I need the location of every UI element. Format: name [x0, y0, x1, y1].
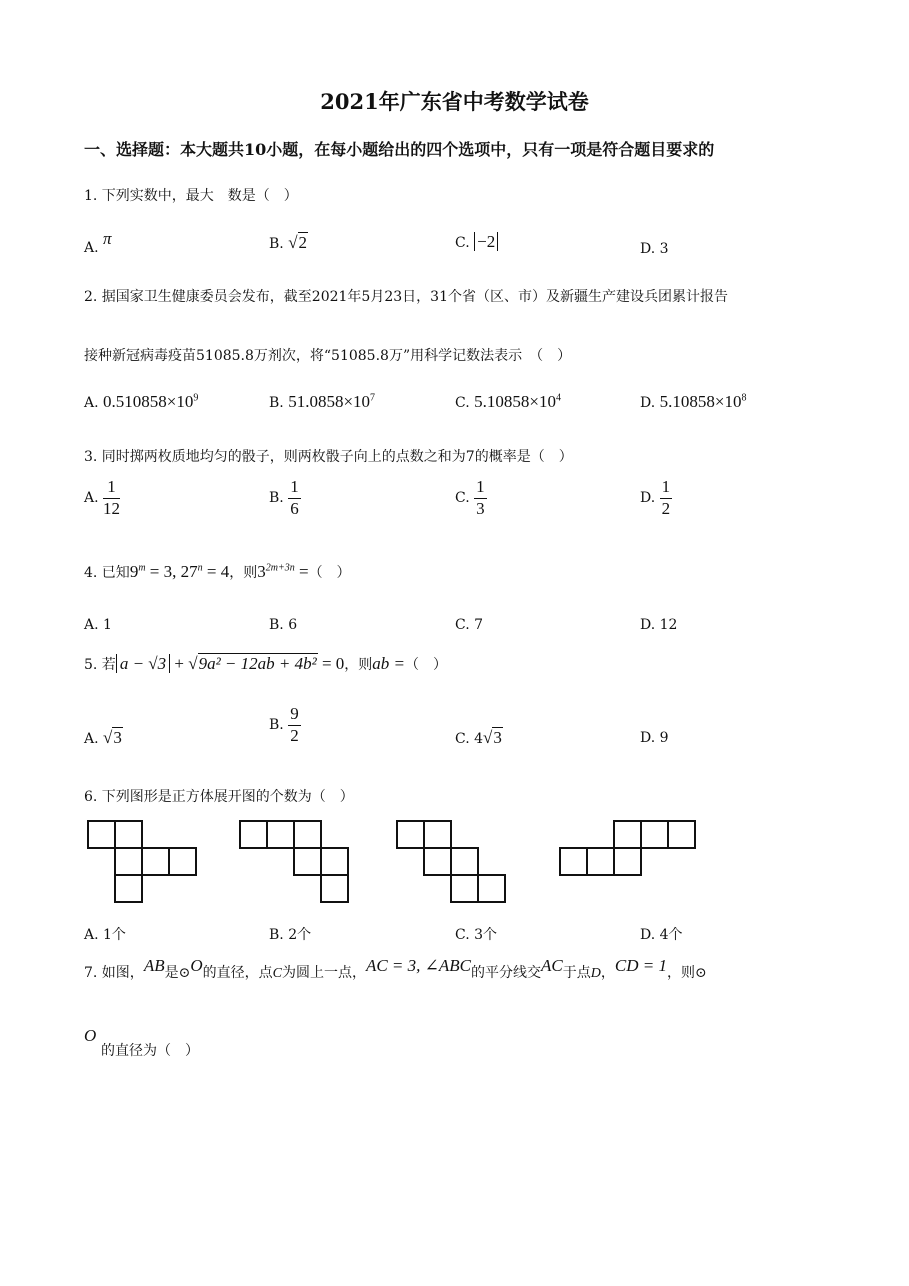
question-3-stem: 3. 同时掷两枚质地均匀的骰子，则两枚骰子向上的点数之和为7的概率是（ ）: [84, 449, 573, 465]
q1-option-b: B. √2: [269, 233, 308, 252]
question-4-stem: 4. 已知$9^m = 3$, $27^n = 4$，则$3^{2m+3n}$ =（ ）: [84, 562, 351, 581]
cube-net-4: [560, 821, 695, 875]
q2-option-d: D. $5.10858\times 10^8$: [640, 392, 747, 411]
q6-option-a: A. 1个: [84, 927, 126, 943]
question-6-stem: 6. 下列图形是正方体展开图的个数为（ ）: [84, 789, 354, 805]
q3-option-a: A. $\frac{1}{12}$: [84, 477, 121, 518]
question-2-line-2: 接种新冠病毒疫苗51085.8万剂次，将“51085.8万”用科学记数法表示 （ ）: [84, 348, 572, 364]
q1-option-c: C. −2: [455, 232, 498, 252]
q5-option-a: A. √3: [84, 728, 122, 747]
cube-net-3: [397, 821, 505, 902]
q2-option-c: C. $5.10858\times 10^4$: [455, 392, 561, 411]
q6-option-d: D. 4个: [640, 927, 683, 943]
q4-option-b: B. 6: [269, 617, 298, 633]
q4-option-a: A. 1: [84, 617, 112, 633]
q3-option-c: C. $\frac{1}{3}$: [455, 477, 485, 518]
q6-option-c: C. 3个: [455, 927, 498, 943]
q1-option-a: A. π: [84, 229, 112, 256]
question-2-line-1: 2. 据国家卫生健康委员会发布，截至2021年5月23日，31个省（区、市）及新疆生产建设兵团累计报告: [84, 289, 728, 305]
q2-option-a: A. $0.510858\times 10^9$: [84, 392, 199, 411]
cube-net-2: [240, 821, 348, 902]
q7-circle-o: O: [84, 1026, 97, 1045]
q1-option-d: D. 3: [640, 241, 669, 257]
q4-option-c: C. 7: [455, 617, 484, 633]
q3-option-b: B. $\frac{1}{6}$: [269, 477, 299, 518]
question-1-stem: 1. 下列实数中，最大 数是（ ）: [84, 188, 298, 204]
question-7-line-1: 7. 如图，AB是⊙O的直径，点C为圆上一点，AC = 3, ∠ABC的平分线交AC于点D，CD = 1，则⊙: [84, 956, 707, 981]
section-heading: 一、选择题：本大题共10小题，在每小题给出的四个选项中，只有一项是符合题目要求的: [84, 140, 715, 159]
q2-option-b: B. $51.0858\times 10^7$: [269, 392, 376, 411]
page-title: 2021年广东省中考数学试卷: [320, 89, 589, 114]
q5-option-c: C. 4√3: [455, 728, 502, 747]
q5-option-b: B. $\frac{9}{2}$: [269, 704, 299, 745]
question-7-line-2: 的直径为（ ）: [101, 1043, 199, 1059]
question-5-stem: 5. 若 a − √3 + √9a² − 12ab + 4b² = 0，则ab =（ ）: [84, 654, 448, 673]
q5-option-d: D. 9: [640, 730, 669, 746]
q3-option-d: D. $\frac{1}{2}$: [640, 477, 671, 518]
q6-option-b: B. 2个: [269, 927, 312, 943]
q4-option-d: D. 12: [640, 617, 678, 633]
cube-net-1: [88, 821, 196, 902]
